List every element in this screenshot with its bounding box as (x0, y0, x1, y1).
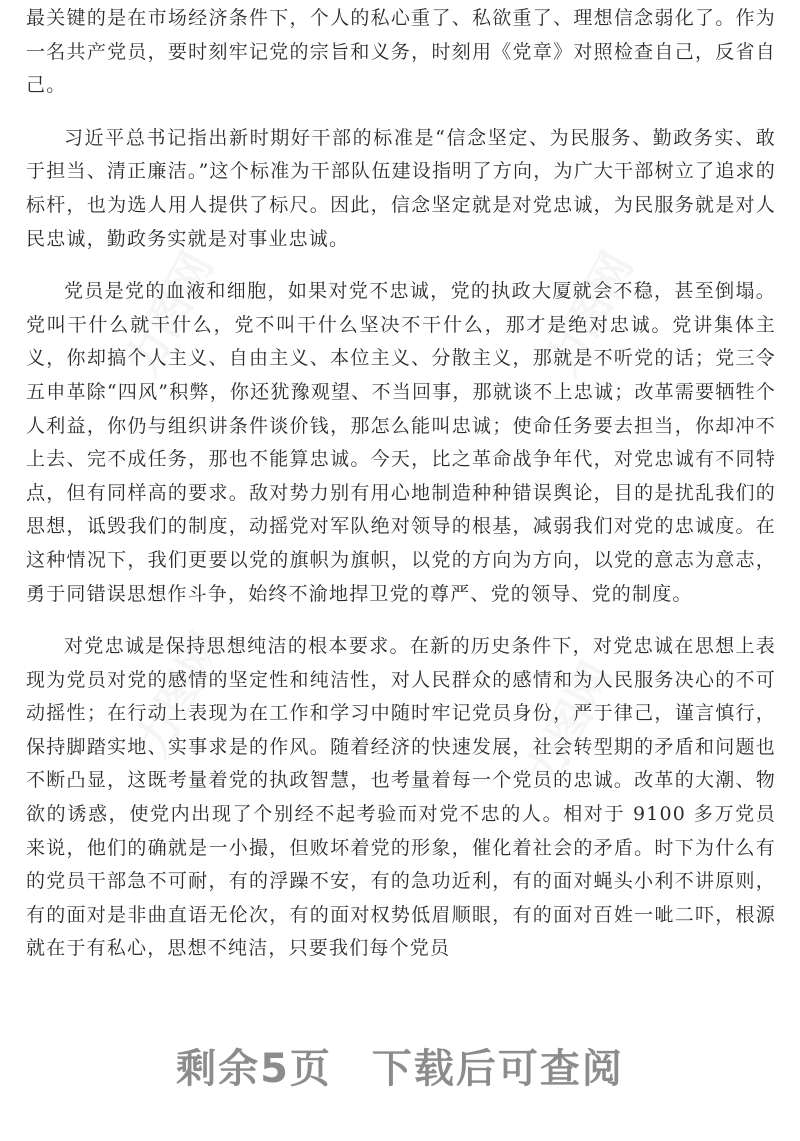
document-body (26, 2, 776, 985)
watermark: 力图网 (126, 623, 234, 765)
paragraph-1: 最关键的是在市场经济条件下，个人的私心重了、私欲重了、理想信念弱化了。作为一名共产党员，要时刻牢记党的宗旨和义务，时刻用《党章》对照检查自己，反省自己。 (26, 7, 776, 97)
watermark: 力图网 (536, 243, 644, 385)
paragraph-2: 习近平总书记指出新时期好干部的标准是“信念坚定、为民服务、勤政务实、敢于担当、清正廉洁。”这个标准为干部队伍建设指明了方向，为广大干部树立了追求的标杆，也为选人用人提供了标尺。因此，信念坚定就是对党忠诚，为民服务就是对人民忠诚，勤政务实就是对事业忠诚。 (26, 126, 776, 250)
watermark: 力图网 (516, 653, 624, 795)
download-prompt-banner[interactable] (0, 1037, 800, 1094)
download-to-view-label: 下载后可查阅 (371, 1046, 624, 1092)
paragraph-4: 对党忠诚是保持思想纯洁的根本要求。在新的历史条件下，对党忠诚在思想上表现为党员对党的感情的坚定性和纯洁性，对人民群众的感情和为人民服务决心的不可动摇性；在行动上表现为在工作和学习中随时牢记党员身份，严于律己，谨言慎行，保持脚踏实地、实事求是的作风。随着经济的快速发展，社会转型期的矛盾和问题也不断凸显，这既考量着党的执政智慧，也考量着每一个党员的忠诚。改革的大潮、物欲的诱惑，使党内出现了个别经不起考验而对党不忠的人。相对于 9100 多万党员来说，他们的确就是一小撮，但败坏着党的形象，催化着社会的矛盾。时下为什么有的党员干部急不可耐，有的浮躁不安，有的急功近利，有的面对蝇头小利不讲原则，有的面对是非曲直语无伦次，有的面对权势低眉顺眼，有的面对百姓一呲二吓，根源就在于有私心，思想不纯洁，只要我们每个党员 (26, 635, 776, 960)
remaining-pages-label: 剩余5页 (176, 1046, 332, 1092)
watermark: 力图网 (116, 243, 224, 385)
paragraph-3: 党员是党的血液和细胞，如果对党不忠诚，党的执政大厦就会不稳，甚至倒塌。党叫干什么就干什么，党不叫干什么坚决不干什么，那才是绝对忠诚。党讲集体主义，你却搞个人主义、自由主义、本位主义、分散主义，那就是不听党的话；党三令五申革除“四风”积弊，你还犹豫观望、不当回事，那就谈不上忠诚；改革需要牺牲个人利益，你仍与组织讲条件谈价钱，那怎么能叫忠诚；使命任务要去担当，你却冲不上去、完不成任务，那也不能算忠诚。今天，比之革命战争年代，对党忠诚有不同特点，但有同样高的要求。敌对势力别有用心地制造种种错误舆论，目的是扰乱我们的思想，诋毁我们的制度，动摇党对军队绝对领导的根基，减弱我们对党的忠诚度。在这种情况下，我们更要以党的旗帜为旗帜，以党的方向为方向，以党的意志为意志，勇于同错误思想作斗争，始终不渝地捍卫党的尊严、党的领导、党的制度。 (26, 280, 776, 605)
